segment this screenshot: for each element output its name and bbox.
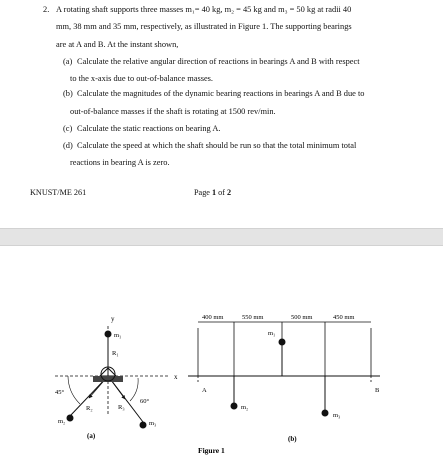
part-b-letter: (b): [63, 89, 73, 98]
part-c-letter: (c): [63, 124, 73, 133]
page-separator: [0, 228, 443, 246]
question-number: 2.: [43, 5, 50, 14]
m2-label: m₂: [58, 418, 66, 425]
dim-500: 500 mm: [291, 314, 313, 321]
r3-label: R₃: [118, 404, 125, 411]
part-d-text: reactions in bearing A is zero.: [70, 158, 170, 167]
part-d-text: Calculate the speed at which the shaft should be run so that the total minimum total: [77, 141, 357, 150]
page-number: Page 1 of 2: [194, 188, 232, 197]
part-d-letter: (d): [63, 141, 73, 150]
m3-label-b: m₃: [333, 412, 341, 419]
part-b-text: Calculate the magnitudes of the dynamic bearing reactions in bearings A and B due to: [77, 89, 365, 98]
m1-label-b: m₁: [268, 330, 276, 337]
part-b-text: out-of-balance masses if the shaft is rotating at 1500 rev/min.: [70, 107, 276, 116]
part-a-text: to the x-axis due to out-of-balance masses.: [70, 74, 214, 83]
dim-550: 550 mm: [242, 314, 264, 321]
figure-part-a: [55, 315, 178, 440]
part-b-caption: (b): [288, 435, 297, 443]
m1-label: m₁: [114, 332, 122, 339]
part-a-letter: (a): [63, 57, 73, 66]
document-page-1: [0, 0, 443, 228]
dim-450: 450 mm: [333, 314, 355, 321]
y-axis-label: y: [111, 315, 115, 323]
part-c-text: Calculate the static reactions on bearing A.: [77, 124, 221, 133]
course-code: KNUST/ME 261: [30, 188, 87, 197]
question-line: A rotating shaft supports three masses m₁= 40 kg, m₂ = 45 kg and m₃ = 50 kg at radii 40: [56, 5, 352, 14]
question-line: are at A and B. At the instant shown,: [56, 40, 179, 49]
m3-label: m₃: [149, 420, 157, 427]
r2-label: R₂: [86, 405, 93, 412]
figure-1: [0, 246, 443, 461]
bearing-b-label: B: [375, 387, 380, 394]
bearing-a-label: A: [202, 387, 207, 394]
m2-label-b: m₂: [241, 404, 249, 411]
document-page-2: [0, 246, 443, 461]
dim-400: 400 mm: [202, 314, 224, 321]
figure-part-b: [188, 314, 380, 443]
angle-60-label: 60°: [140, 398, 150, 405]
x-axis-label: x: [174, 373, 178, 381]
angle-45-label: 45°: [55, 389, 65, 396]
question-line: mm, 38 mm and 35 mm, respectively, as illustrated in Figure 1. The supporting bearings: [56, 22, 352, 31]
figure-caption: Figure 1: [198, 446, 225, 455]
r1-label: R₁: [112, 350, 119, 357]
part-a-caption: (a): [87, 432, 96, 440]
part-a-text: Calculate the relative angular direction of reactions in bearings A and B with respect: [77, 57, 360, 66]
